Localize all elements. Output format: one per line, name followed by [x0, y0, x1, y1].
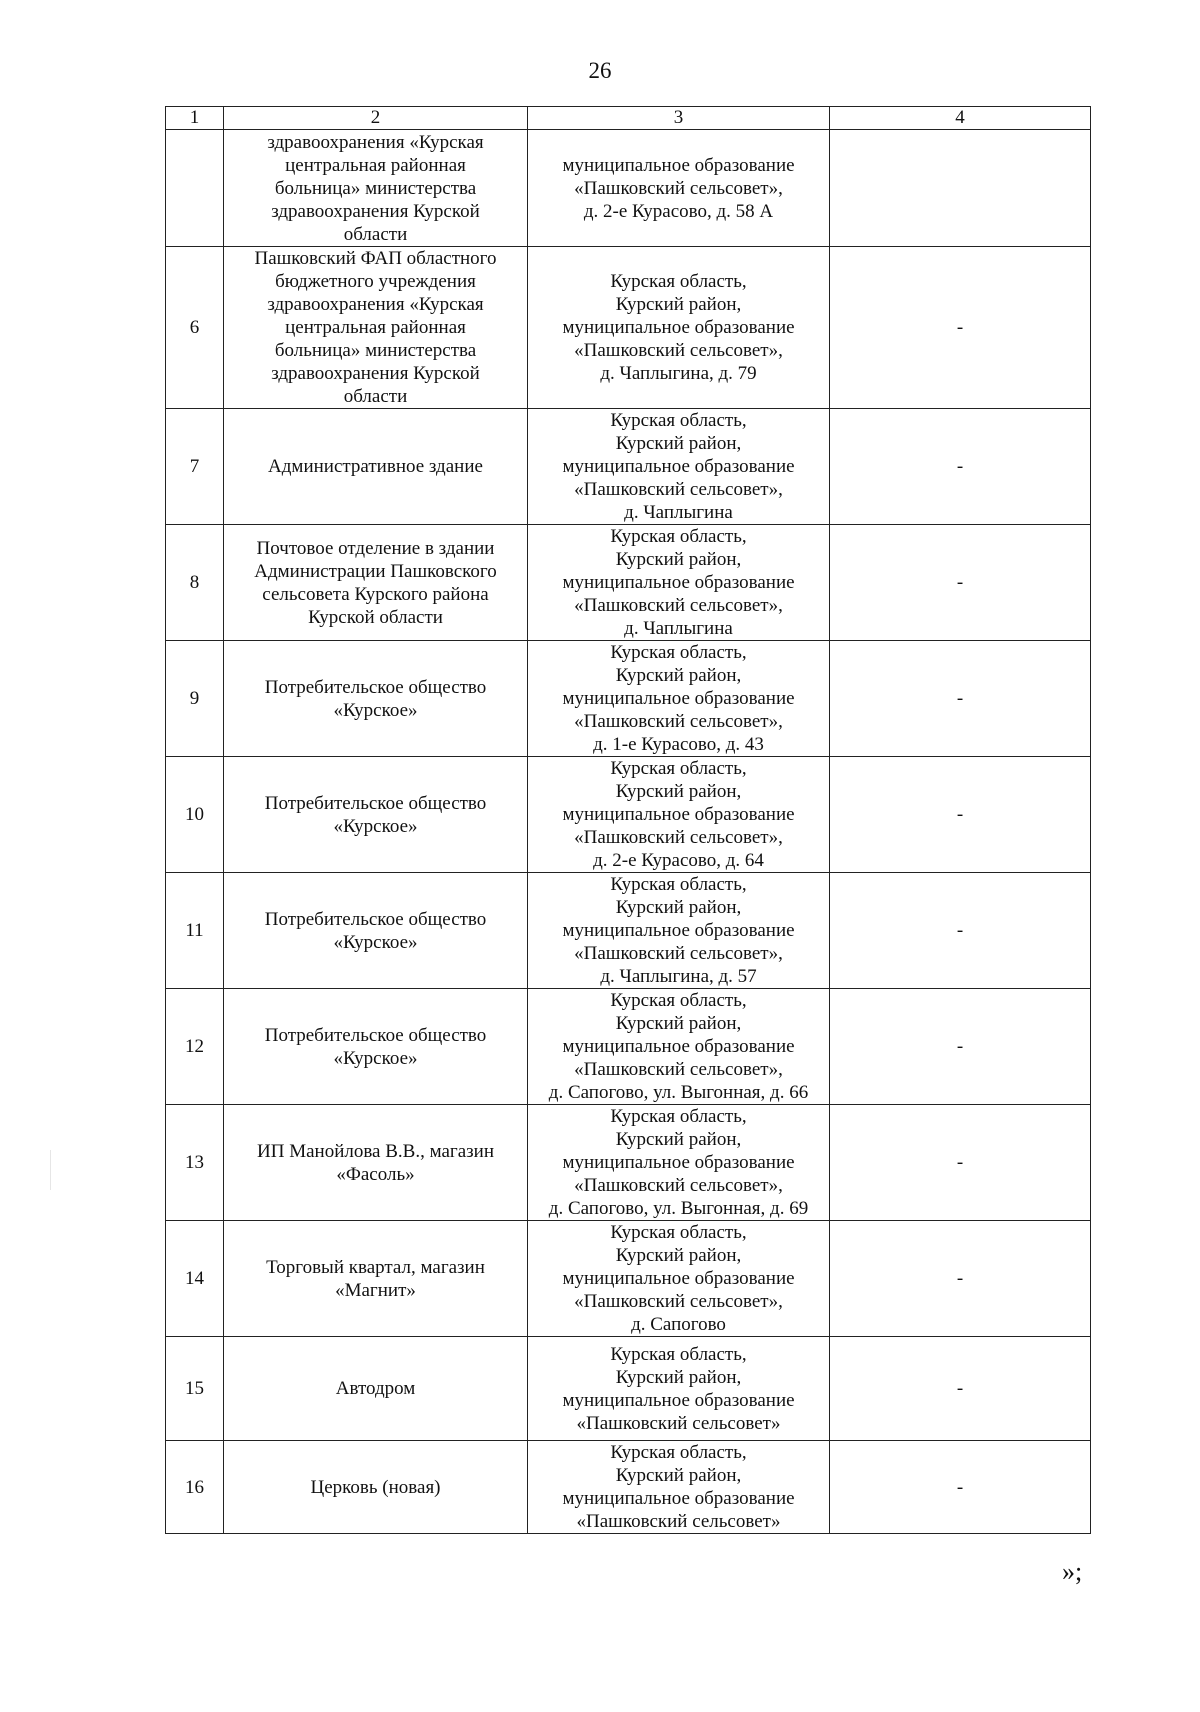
table-row	[166, 525, 1091, 641]
table-header-row	[166, 107, 1091, 130]
row-number: 9	[166, 641, 224, 757]
note: -	[830, 873, 1091, 989]
scan-artifact-line	[50, 1150, 51, 1190]
row-number: 15	[166, 1337, 224, 1441]
note	[830, 130, 1091, 247]
organization-name: Административное здание	[224, 409, 528, 525]
address: Курская область, Курский район, муниципальное образование «Пашковский сельсовет», д. Чаплыгина	[528, 409, 830, 525]
note: -	[830, 989, 1091, 1105]
table-row	[166, 989, 1091, 1105]
row-number: 7	[166, 409, 224, 525]
table-row	[166, 873, 1091, 989]
table-row	[166, 1221, 1091, 1337]
note: -	[830, 1105, 1091, 1221]
header-col-3: 3	[528, 107, 830, 130]
organization-name: Потребительское общество «Курское»	[224, 641, 528, 757]
address: Курская область, Курский район, муниципальное образование «Пашковский сельсовет»	[528, 1337, 830, 1441]
table-row	[166, 757, 1091, 873]
organization-name: Потребительское общество «Курское»	[224, 989, 528, 1105]
address: Курская область, Курский район, муниципальное образование «Пашковский сельсовет», д. Чаплыгина, д. 57	[528, 873, 830, 989]
note: -	[830, 525, 1091, 641]
address: Курская область, Курский район, муниципальное образование «Пашковский сельсовет», д. Сапогово	[528, 1221, 830, 1337]
address: муниципальное образование «Пашковский сельсовет», д. 2-е Курасово, д. 58 А	[528, 130, 830, 247]
table-row	[166, 1105, 1091, 1221]
organization-name: Церковь (новая)	[224, 1441, 528, 1534]
address: Курская область, Курский район, муниципальное образование «Пашковский сельсовет», д. Чаплыгина, д. 79	[528, 247, 830, 409]
row-number: 6	[166, 247, 224, 409]
organization-name: Автодром	[224, 1337, 528, 1441]
page-number: 26	[588, 58, 612, 83]
table-row	[166, 247, 1091, 409]
address: Курская область, Курский район, муниципальное образование «Пашковский сельсовет», д. Сапогово, ул. Выгонная, д. 69	[528, 1105, 830, 1221]
organization-name: Почтовое отделение в здании Администрации Пашковского сельсовета Курского района Курской области	[224, 525, 528, 641]
header-col-4: 4	[830, 107, 1091, 130]
address: Курская область, Курский район, муниципальное образование «Пашковский сельсовет», д. Чаплыгина	[528, 525, 830, 641]
row-number: 10	[166, 757, 224, 873]
row-number: 12	[166, 989, 224, 1105]
row-number: 14	[166, 1221, 224, 1337]
closing-quote-mark: »;	[1062, 1557, 1083, 1586]
note: -	[830, 409, 1091, 525]
table-row	[166, 1441, 1091, 1534]
note: -	[830, 641, 1091, 757]
note: -	[830, 757, 1091, 873]
header-col-2: 2	[224, 107, 528, 130]
organization-name: здравоохранения «Курская центральная районная больница» министерства здравоохранения Курской области	[224, 130, 528, 247]
table-row	[166, 409, 1091, 525]
address: Курская область, Курский район, муниципальное образование «Пашковский сельсовет», д. 2-е Курасово, д. 64	[528, 757, 830, 873]
organization-name: Потребительское общество «Курское»	[224, 757, 528, 873]
row-number: 11	[166, 873, 224, 989]
note: -	[830, 247, 1091, 409]
organization-name: Потребительское общество «Курское»	[224, 873, 528, 989]
table-row	[166, 1337, 1091, 1441]
organization-name: Пашковский ФАП областного бюджетного учреждения здравоохранения «Курская центральная районная больница» министерства здравоохранения Курской области	[224, 247, 528, 409]
row-number: 16	[166, 1441, 224, 1534]
row-number: 8	[166, 525, 224, 641]
table-row	[166, 130, 1091, 247]
header-col-1: 1	[166, 107, 224, 130]
address: Курская область, Курский район, муниципальное образование «Пашковский сельсовет»	[528, 1441, 830, 1534]
address: Курская область, Курский район, муниципальное образование «Пашковский сельсовет», д. Сапогово, ул. Выгонная, д. 66	[528, 989, 830, 1105]
row-number: 13	[166, 1105, 224, 1221]
note: -	[830, 1337, 1091, 1441]
row-number	[166, 130, 224, 247]
table-row	[166, 641, 1091, 757]
note: -	[830, 1441, 1091, 1534]
organization-name: Торговый квартал, магазин «Магнит»	[224, 1221, 528, 1337]
document-table	[165, 106, 1091, 1534]
organization-name: ИП Манойлова В.В., магазин «Фасоль»	[224, 1105, 528, 1221]
note: -	[830, 1221, 1091, 1337]
address: Курская область, Курский район, муниципальное образование «Пашковский сельсовет», д. 1-е Курасово, д. 43	[528, 641, 830, 757]
